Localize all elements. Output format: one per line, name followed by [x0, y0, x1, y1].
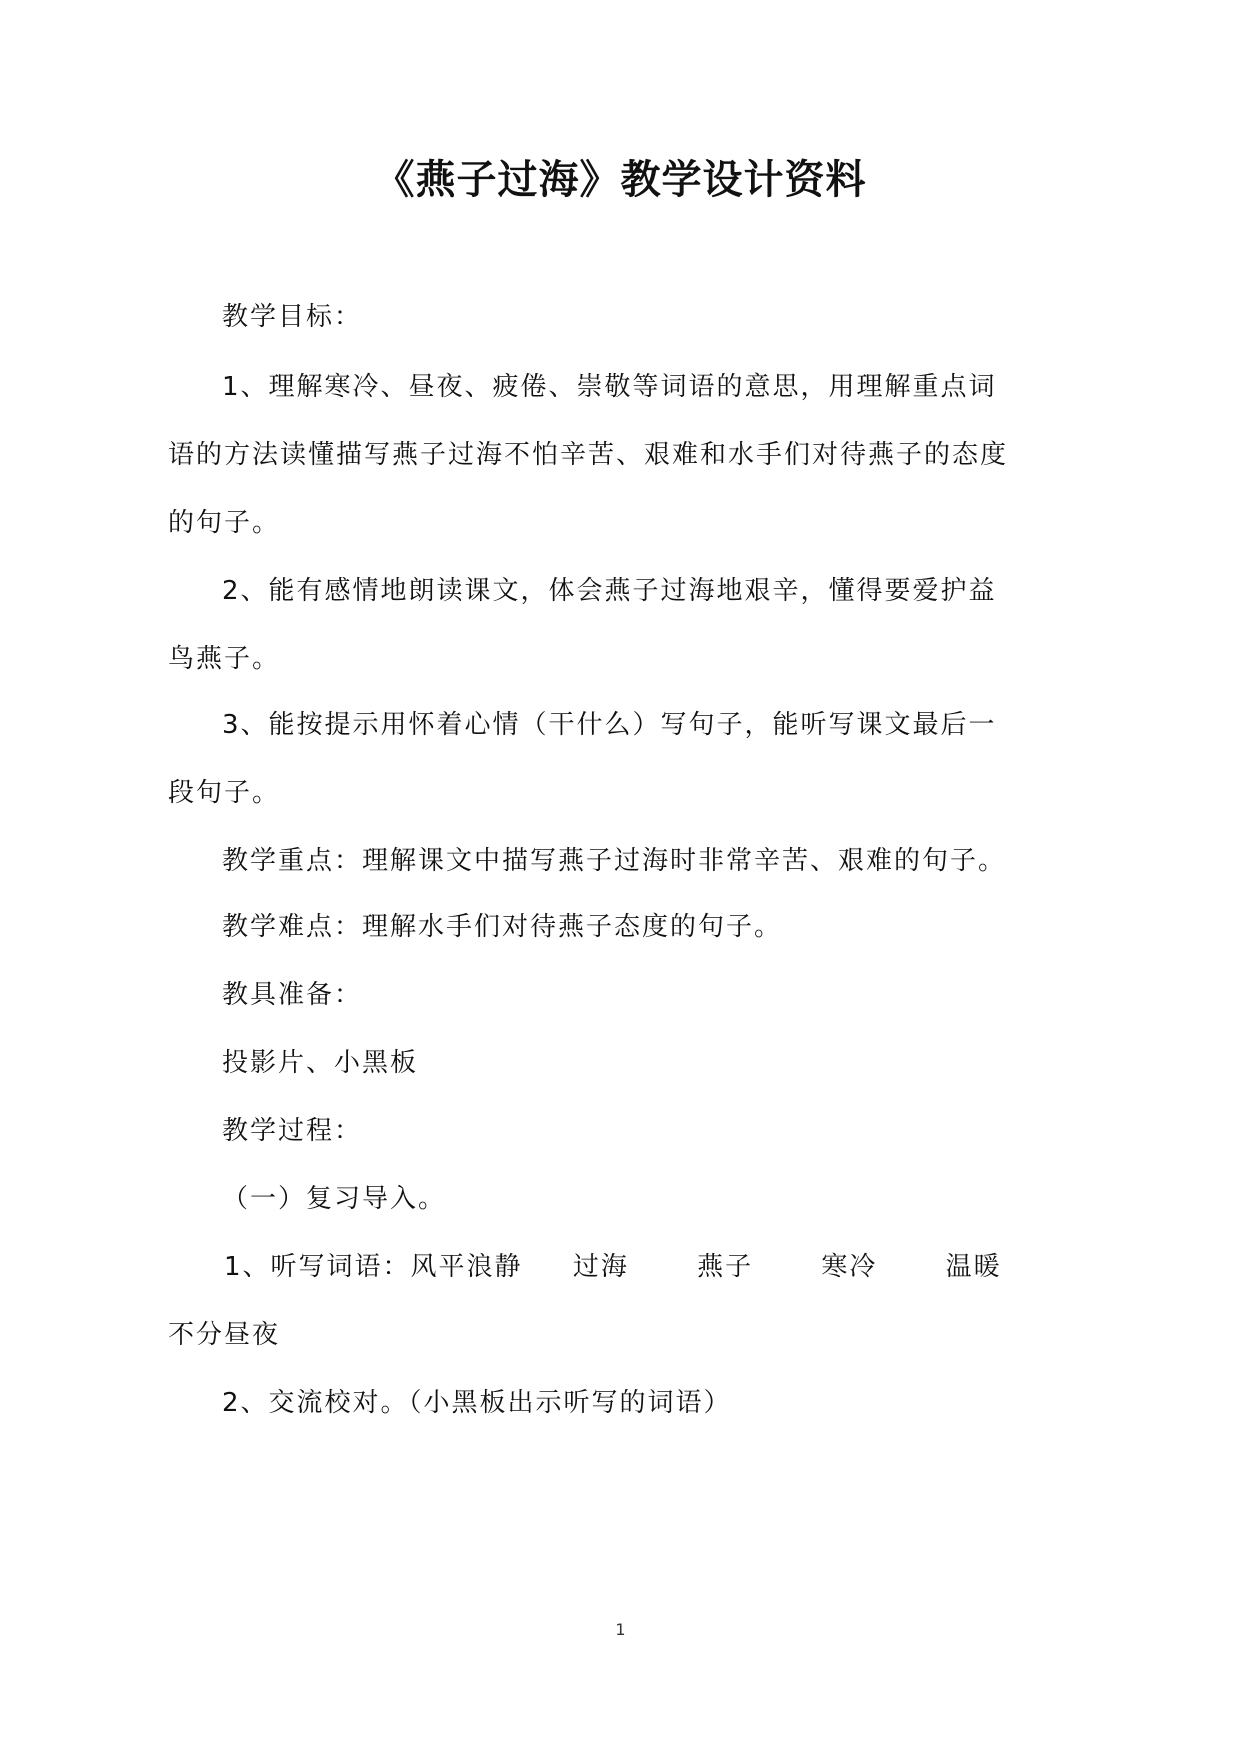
dictation-label: 1、听写词语：风平浪静 [224, 1252, 523, 1282]
page-number: 1 [615, 1620, 626, 1639]
objectives-heading: 教学目标： [222, 302, 363, 332]
check-line: 2、交流校对。（小黑板出示听写的词语） [222, 1388, 732, 1418]
tools-list: 投影片、小黑板 [222, 1048, 419, 1078]
objective-1-line-2: 语的方法读懂描写燕子过海不怕辛苦、艰难和水手们对待燕子的态度 [168, 440, 1009, 470]
objective-1-line-3: 的句子。 [168, 508, 281, 538]
difficult-point: 教学难点：理解水手们对待燕子态度的句子。 [222, 912, 783, 942]
dictation-word: 寒冷 [821, 1252, 878, 1282]
dictation-word: 温暖 [945, 1252, 1002, 1282]
objective-2-line-2: 鸟燕子。 [168, 644, 281, 674]
dictation-word: 过海 [572, 1252, 629, 1282]
objective-3-line-1: 3、能按提示用怀着心情（干什么）写句子，能听写课文最后一 [222, 710, 997, 740]
dictation-last-word: 不分昼夜 [168, 1320, 281, 1350]
objective-3-line-2: 段句子。 [168, 778, 281, 808]
process-heading: 教学过程： [222, 1116, 363, 1146]
document-title: 《燕子过海》教学设计资料 [374, 157, 867, 203]
key-point: 教学重点：理解课文中描写燕子过海时非常辛苦、艰难的句子。 [222, 846, 1007, 876]
objective-1-line-1: 1、理解寒冷、昼夜、疲倦、崇敬等词语的意思，用理解重点词 [222, 372, 997, 402]
dictation-word: 燕子 [697, 1252, 754, 1282]
tools-heading: 教具准备： [222, 980, 363, 1010]
dictation-line [224, 1250, 1002, 1284]
dictation-words [533, 1250, 1002, 1284]
section-1-heading: （一）复习导入。 [222, 1184, 447, 1214]
objective-2-line-1: 2、能有感情地朗读课文，体会燕子过海地艰辛，懂得要爱护益 [222, 576, 997, 606]
